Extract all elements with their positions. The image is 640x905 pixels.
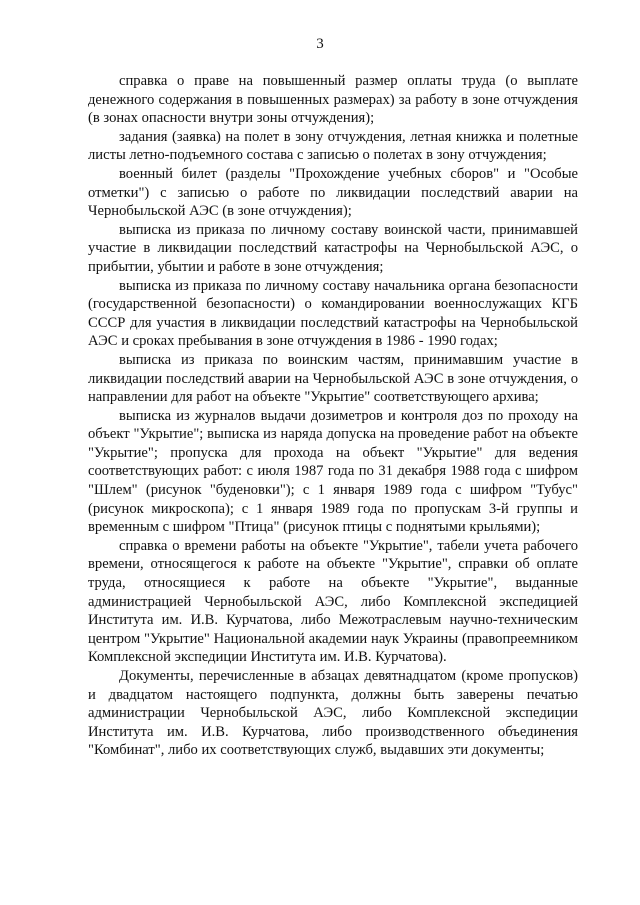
paragraph: задания (заявка) на полет в зону отчуждения, летная книжка и полетные листы летно-подъемного состава с записью о полетах в зону отчуждения;: [88, 128, 578, 164]
page-number: 3: [316, 36, 324, 52]
paragraph: военный билет (разделы "Прохождение учебных сборов" и "Особые отметки") с записью о работе по ликвидации последствий аварии на Чернобыльской АЭС (в зоне отчуждения);: [88, 165, 578, 220]
paragraph: справка о времени работы на объекте "Укрытие", табели учета рабочего времени, относящегося к работе на объекте "Укрытие", справки об оплате труда, относящиеся к работе на объекте "Укрытие", выданные администрацией Чернобыльской АЭС, либо Комплексной экспедицией Института им. И.В. Курчатова, либо Межотраслевым научно-техническим центром "Укрытие" Национальной академии наук Украины (правопреемником Комплексной экспедиции Института им. И.В. Курчатова).: [88, 537, 578, 666]
paragraph: выписка из журналов выдачи дозиметров и контроля доз по проходу на объект "Укрытие"; выписка из наряда допуска на проведение работ на объекте "Укрытие"; пропуска для прохода на объект "Укрытие" для ведения соответствующих работ: с июля 1987 года по 31 декабря 1988 года с шифром "Шлем" (рисунок "буденовки"); с 1 января 1989 года с шифром "Тубус" (рисунок микроскопа); с 1 января 1989 года по пропускам 3-й группы и временным с шифром "Птица" (рисунок птицы с поднятыми крыльями);: [88, 407, 578, 536]
document-body: [88, 72, 578, 760]
paragraph: справка о праве на повышенный размер оплаты труда (о выплате денежного содержания в повышенных размерах) за работу в зоне отчуждения (в зонах опасности внутри зоны отчуждения);: [88, 73, 578, 127]
paragraph: выписка из приказа по личному составу воинской части, принимавшей участие в ликвидации последствий катастрофы на Чернобыльской АЭС, о прибытии, убытии и работе в зоне отчуждения;: [88, 221, 578, 275]
paragraph: выписка из приказа по личному составу начальника органа безопасности (государственной безопасности) о командировании военнослужащих КГБ СССР для участия в ликвидации последствий катастрофы на Чернобыльской АЭС и сроках пребывания в зоне отчуждения в 1986 - 1990 годах;: [88, 277, 578, 350]
paragraph: выписка из приказа по воинским частям, принимавшим участие в ликвидации последствий аварии на Чернобыльской АЭС в зоне отчуждения, о направлении для работ на объекте "Укрытие" соответствующего архива;: [88, 351, 578, 406]
paragraph: Документы, перечисленные в абзацах девятнадцатом (кроме пропусков) и двадцатом настоящего подпункта, должны быть заверены печатью администрации Чернобыльской АЭС, либо Комплексной экспедиции Института им. И.В. Курчатова, либо производственного объединения "Комбинат", либо их соответствующих служб, выдавших эти документы;: [88, 668, 578, 759]
